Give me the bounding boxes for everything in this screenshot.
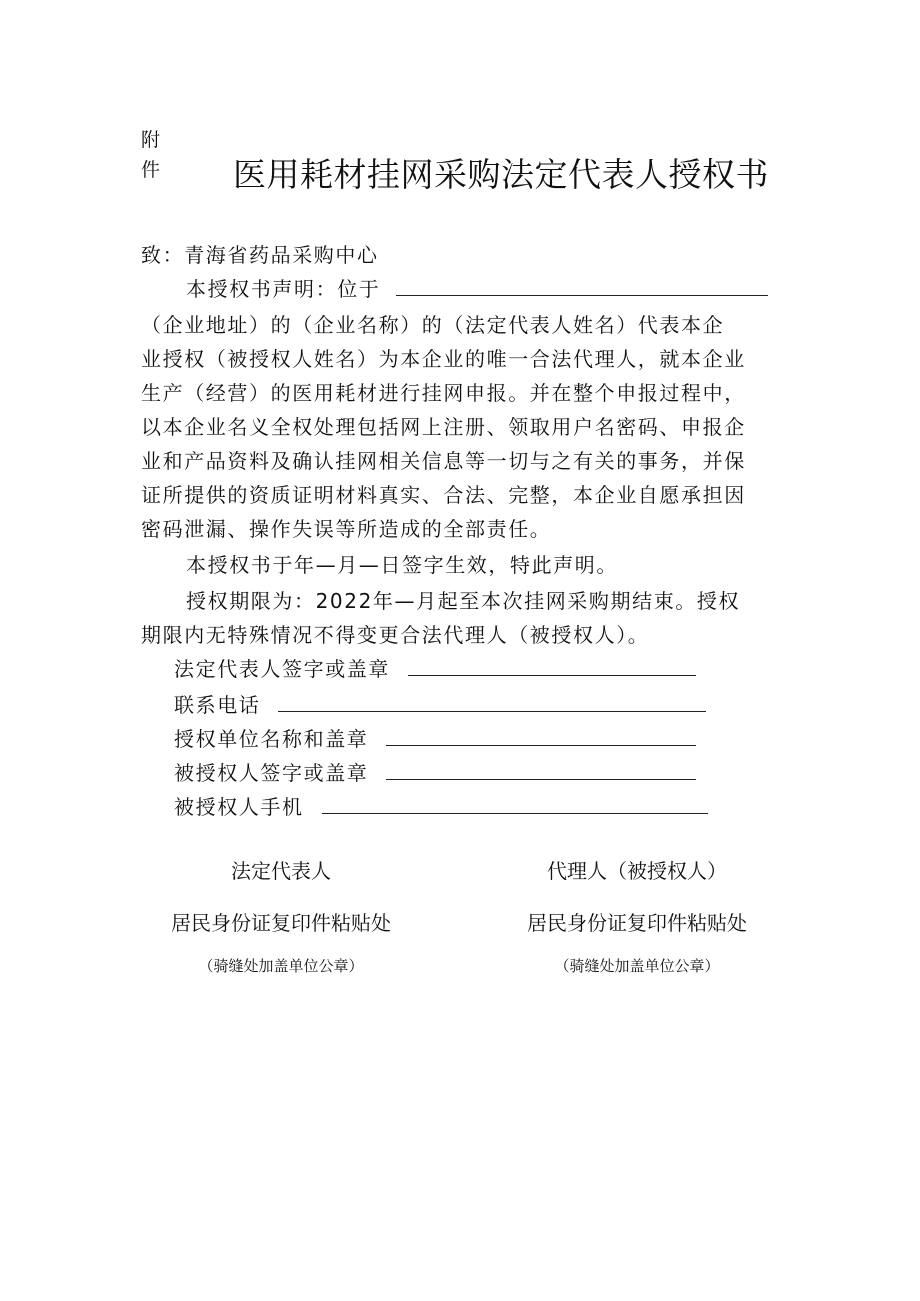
addressee: 致：青海省药品采购中心 — [141, 243, 379, 267]
body-line-4: 以本企业名义全权处理包括网上注册、领取用户名密码、申报企 — [141, 415, 746, 439]
body-line-6: 证所提供的资质证明材料真实、合法、完整，本企业自愿承担因 — [141, 483, 746, 507]
field-label: 被授权人手机 — [174, 795, 304, 819]
id-section-left-paste-label: 居民身份证复印件粘贴处 — [171, 911, 391, 935]
unit-blank-line[interactable] — [386, 723, 696, 746]
field-contact-phone — [174, 688, 706, 722]
field-label: 授权单位名称和盖章 — [174, 727, 369, 751]
mobile-blank-line[interactable] — [322, 791, 708, 814]
id-section-right-note: （骑缝处加盖单位公章） — [554, 957, 720, 975]
period-line-2: 期限内无特殊情况不得变更合法代理人（被授权人）。 — [141, 623, 650, 647]
field-label: 法定代表人签字或盖章 — [174, 657, 390, 681]
body-line-3: 生产（经营）的医用耗材进行挂网申报。并在整个申报过程中， — [141, 381, 746, 405]
field-label: 被授权人签字或盖章 — [174, 761, 369, 785]
body-line-2: 业授权（被授权人姓名）为本企业的唯一合法代理人，就本企业 — [141, 347, 746, 371]
attachment-label-line2: 件 — [141, 159, 161, 181]
authorized-signature-blank-line[interactable] — [386, 757, 696, 780]
phone-blank-line[interactable] — [278, 689, 706, 712]
body-line-7: 密码泄漏、操作失误等所造成的全部责任。 — [141, 517, 552, 541]
declaration-intro: 本授权书声明：位于 — [186, 277, 381, 301]
address-blank-line — [396, 273, 768, 296]
id-section-right-paste-label: 居民身份证复印件粘贴处 — [527, 911, 747, 935]
attachment-label-line1: 附 — [141, 129, 161, 151]
document-title: 医用耗材挂网采购法定代表人授权书 — [233, 155, 769, 194]
effective-statement: 本授权书于年—月—日签字生效，特此声明。 — [186, 553, 618, 577]
field-authorized-mobile — [174, 790, 708, 824]
signature-blank-line[interactable] — [408, 653, 696, 676]
body-line-5: 业和产品资料及确认挂网相关信息等一切与之有关的事务，并保 — [141, 449, 746, 473]
field-authorized-signature — [174, 756, 696, 790]
id-section-right-heading: 代理人（被授权人） — [547, 859, 727, 883]
period-line-1: 授权期限为：2022年—月起至本次挂网采购期结束。授权 — [186, 589, 741, 613]
declaration-intro-row — [186, 272, 768, 306]
field-label: 联系电话 — [174, 693, 261, 717]
body-line-1: （企业地址）的（企业名称）的（法定代表人姓名）代表本企 — [141, 313, 725, 337]
field-authorizing-unit — [174, 722, 696, 756]
field-legal-rep-signature — [174, 652, 696, 686]
id-section-left-heading: 法定代表人 — [231, 859, 331, 883]
id-section-left-note: （骑缝处加盖单位公章） — [198, 957, 364, 975]
